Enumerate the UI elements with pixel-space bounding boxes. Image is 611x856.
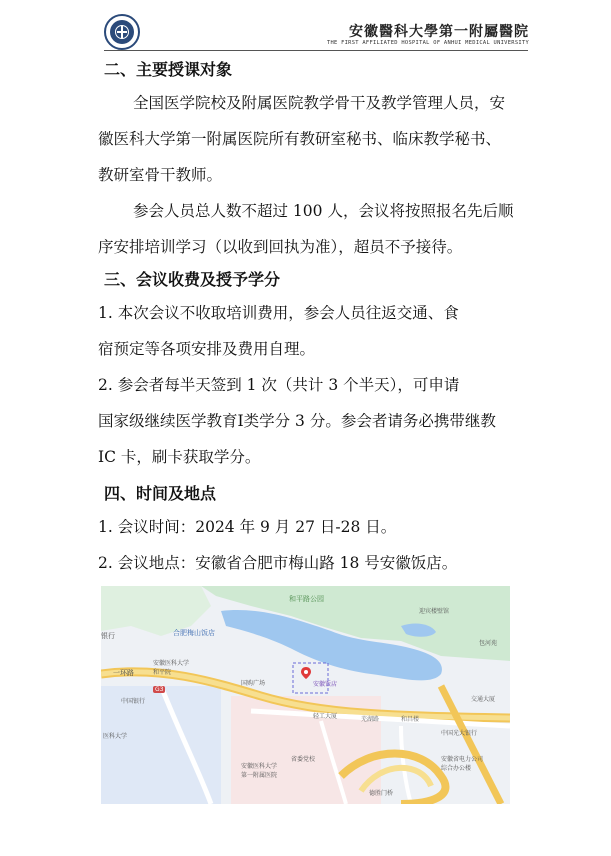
page-header bbox=[0, 0, 611, 60]
map-label-yupei: 迎宾楼壁馆 bbox=[419, 608, 450, 615]
map-label-park: 和平路公园 bbox=[289, 595, 324, 603]
map-label-traffic: 交通大厦 bbox=[471, 696, 496, 703]
map-label-rd-right: 和昌楼 bbox=[401, 716, 420, 723]
map-label-plaza: 国购广场 bbox=[241, 680, 266, 687]
map-label-gate: 德胜门桥 bbox=[369, 790, 394, 797]
map-label-hotel-small: 合肥梅山饭店 bbox=[173, 629, 215, 637]
paragraph-line: 徽医科大学第一附属医院所有教研室秘书、临床教学秘书、 bbox=[98, 130, 502, 148]
hospital-name-cn: 安徽醫科大學第一附屬醫院 bbox=[349, 24, 529, 40]
map-label-school: 医科大学 bbox=[103, 733, 128, 740]
section-heading: 四、时间及地点 bbox=[104, 484, 217, 503]
map-label-bank: 银行 bbox=[101, 632, 115, 640]
paragraph-line: IC 卡，刷卡获取学分。 bbox=[98, 448, 261, 466]
map-label-road-mark: G3 bbox=[155, 686, 164, 693]
paragraph-line: 序安排培训学习（以收到回执为准），超员不予接待。 bbox=[98, 238, 463, 256]
map-label-china-bank: 中国银行 bbox=[121, 698, 146, 705]
map-label-baohe: 包河苑 bbox=[479, 640, 498, 647]
map-label-hospital-branch: 安徽医科大学 和平院 bbox=[153, 660, 190, 676]
paragraph-line: 全国医学院校及附属医院教学骨干及教学管理人员，安 bbox=[133, 94, 506, 112]
map-pin-icon[interactable] bbox=[301, 664, 311, 676]
meeting-location: 2. 会议地点：安徽省合肥市梅山路 18 号安徽饭店。 bbox=[98, 554, 458, 572]
paragraph-line: 国家级继续医学教育Ⅰ类学分 3 分。参会者请务必携带继教 bbox=[98, 412, 496, 430]
paragraph-line: 2. 参会者每半天签到 1 次（共计 3 个半天），可申请 bbox=[98, 376, 460, 394]
paragraph-line: 教研室骨干教师。 bbox=[98, 166, 223, 184]
map-label-bldg1: 轻工大厦 bbox=[313, 713, 338, 720]
map-label-ring-road: 一环路 bbox=[113, 669, 134, 677]
university-seal-icon bbox=[104, 14, 140, 50]
section-heading: 三、会议收费及授予学分 bbox=[104, 270, 281, 289]
paragraph-line: 1. 本次会议不收取培训费用，参会人员往返交通、食 bbox=[98, 304, 459, 322]
section-heading: 二、主要授课对象 bbox=[104, 60, 233, 79]
header-divider bbox=[104, 50, 528, 51]
paragraph-line: 参会人员总人数不超过 100 人，会议将按照报名先后顺 bbox=[133, 202, 514, 220]
map-label-road: 芜湖路 bbox=[361, 716, 380, 723]
location-map[interactable] bbox=[101, 586, 510, 804]
map-label-hospital-north: 安徽医科大学 第一附属医院 bbox=[241, 763, 278, 779]
map-label-bldg2: 省委党校 bbox=[291, 756, 316, 763]
meeting-time: 1. 会议时间：2024 年 9 月 27 日-28 日。 bbox=[98, 518, 397, 536]
map-label-hotel: 安徽饭店 bbox=[313, 681, 338, 688]
map-label-everbright: 中国光大银行 bbox=[441, 730, 478, 737]
hospital-name-en: THE FIRST AFFILIATED HOSPITAL OF ANHUI MEDICAL UNIVERSITY bbox=[326, 40, 529, 46]
paragraph-line: 宿预定等各项安排及费用自理。 bbox=[98, 340, 316, 358]
map-label-power: 安徽省电力公司 综合办公楼 bbox=[441, 756, 484, 772]
